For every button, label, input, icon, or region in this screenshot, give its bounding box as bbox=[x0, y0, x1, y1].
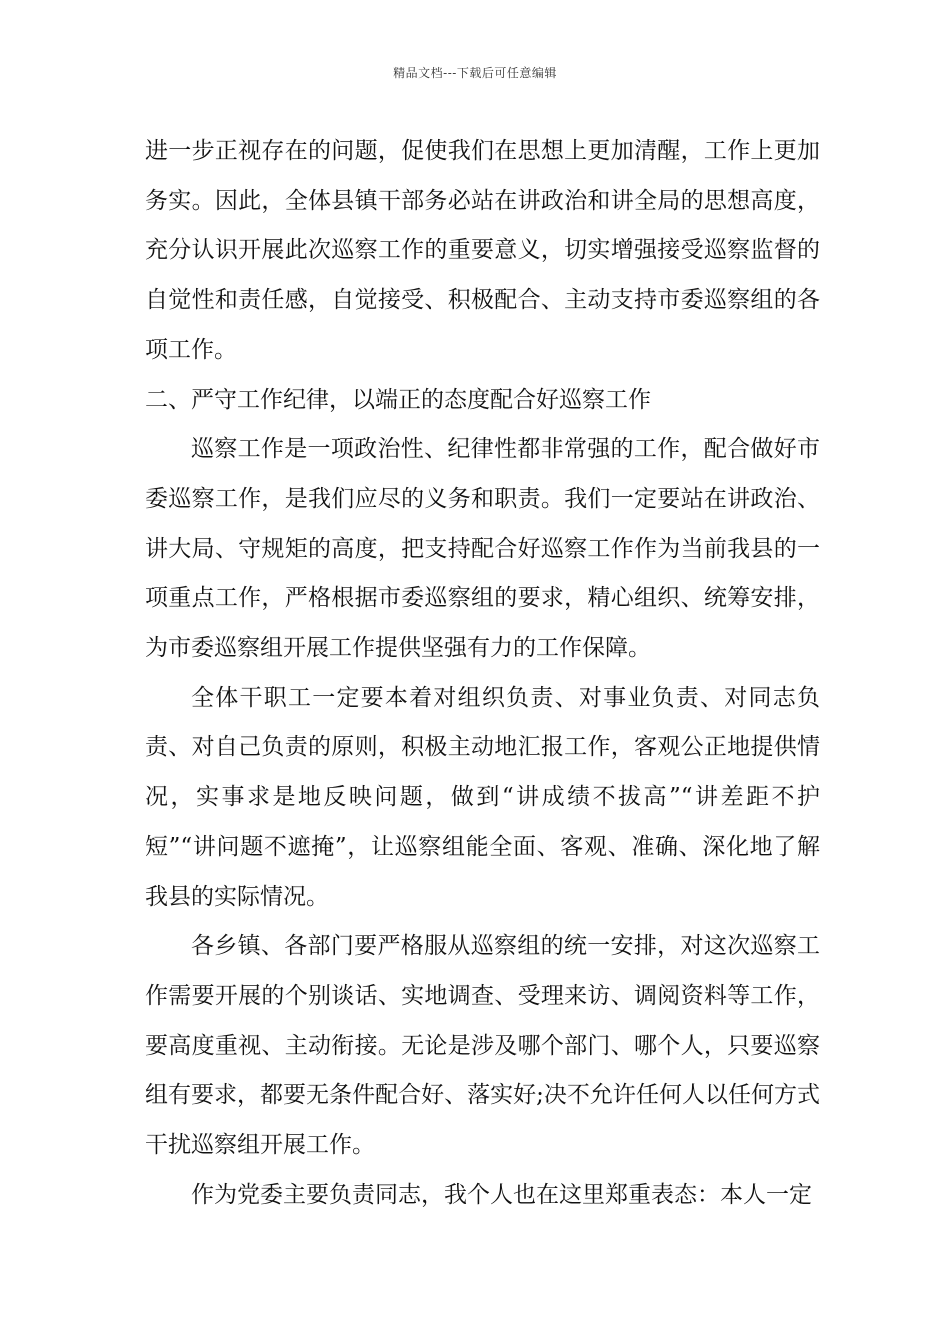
page-header: 精品文档---下载后可任意编辑 bbox=[393, 66, 557, 80]
paragraph: 巡察工作是一项政治性、纪律性都非常强的工作，配合做好市委巡察工作，是我们应尽的义务和职责。我们一定要站在讲政治、讲大局、守规矩的高度，把支持配合好巡察工作作为当前我县的一项重点工作，严格根据市委巡察组的要求，精心组织、统筹安排，为市委巡察组开展工作提供坚强有力的工作保障。 bbox=[145, 436, 820, 662]
paragraph: 全体干职工一定要本着对组织负责、对事业负责、对同志负责、对自己负责的原则，积极主动地汇报工作，客观公正地提供情况，实事求是地反映问题，做到“讲成绩不拔高”“讲差距不护短”“讲问题不遮掩”，让巡察组能全面、客观、准确、深化地了解我县的实际情况。 bbox=[145, 684, 820, 910]
paragraph: 各乡镇、各部门要严格服从巡察组的统一安排，对这次巡察工作需要开展的个别谈话、实地调查、受理来访、调阅资料等工作，要高度重视、主动衔接。无论是涉及哪个部门、哪个人，只要巡察组有要求，都要无条件配合好、落实好;决不允许任何人以任何方式干扰巡察组开展工作。 bbox=[145, 933, 820, 1159]
paragraph-continuation: 进一步正视存在的问题，促使我们在思想上更加清醒，工作上更加务实。因此，全体县镇干部务必站在讲政治和讲全局的思想高度，充分认识开展此次巡察工作的重要意义，切实增强接受巡察监督的自觉性和责任感，自觉接受、积极配合、主动支持市委巡察组的各项工作。 bbox=[145, 138, 820, 363]
section-heading: 二、严守工作纪律，以端正的态度配合好巡察工作 bbox=[145, 386, 651, 413]
document-body bbox=[145, 127, 820, 1220]
paragraph: 作为党委主要负责同志，我个人也在这里郑重表态：本人一定 bbox=[191, 1181, 812, 1208]
